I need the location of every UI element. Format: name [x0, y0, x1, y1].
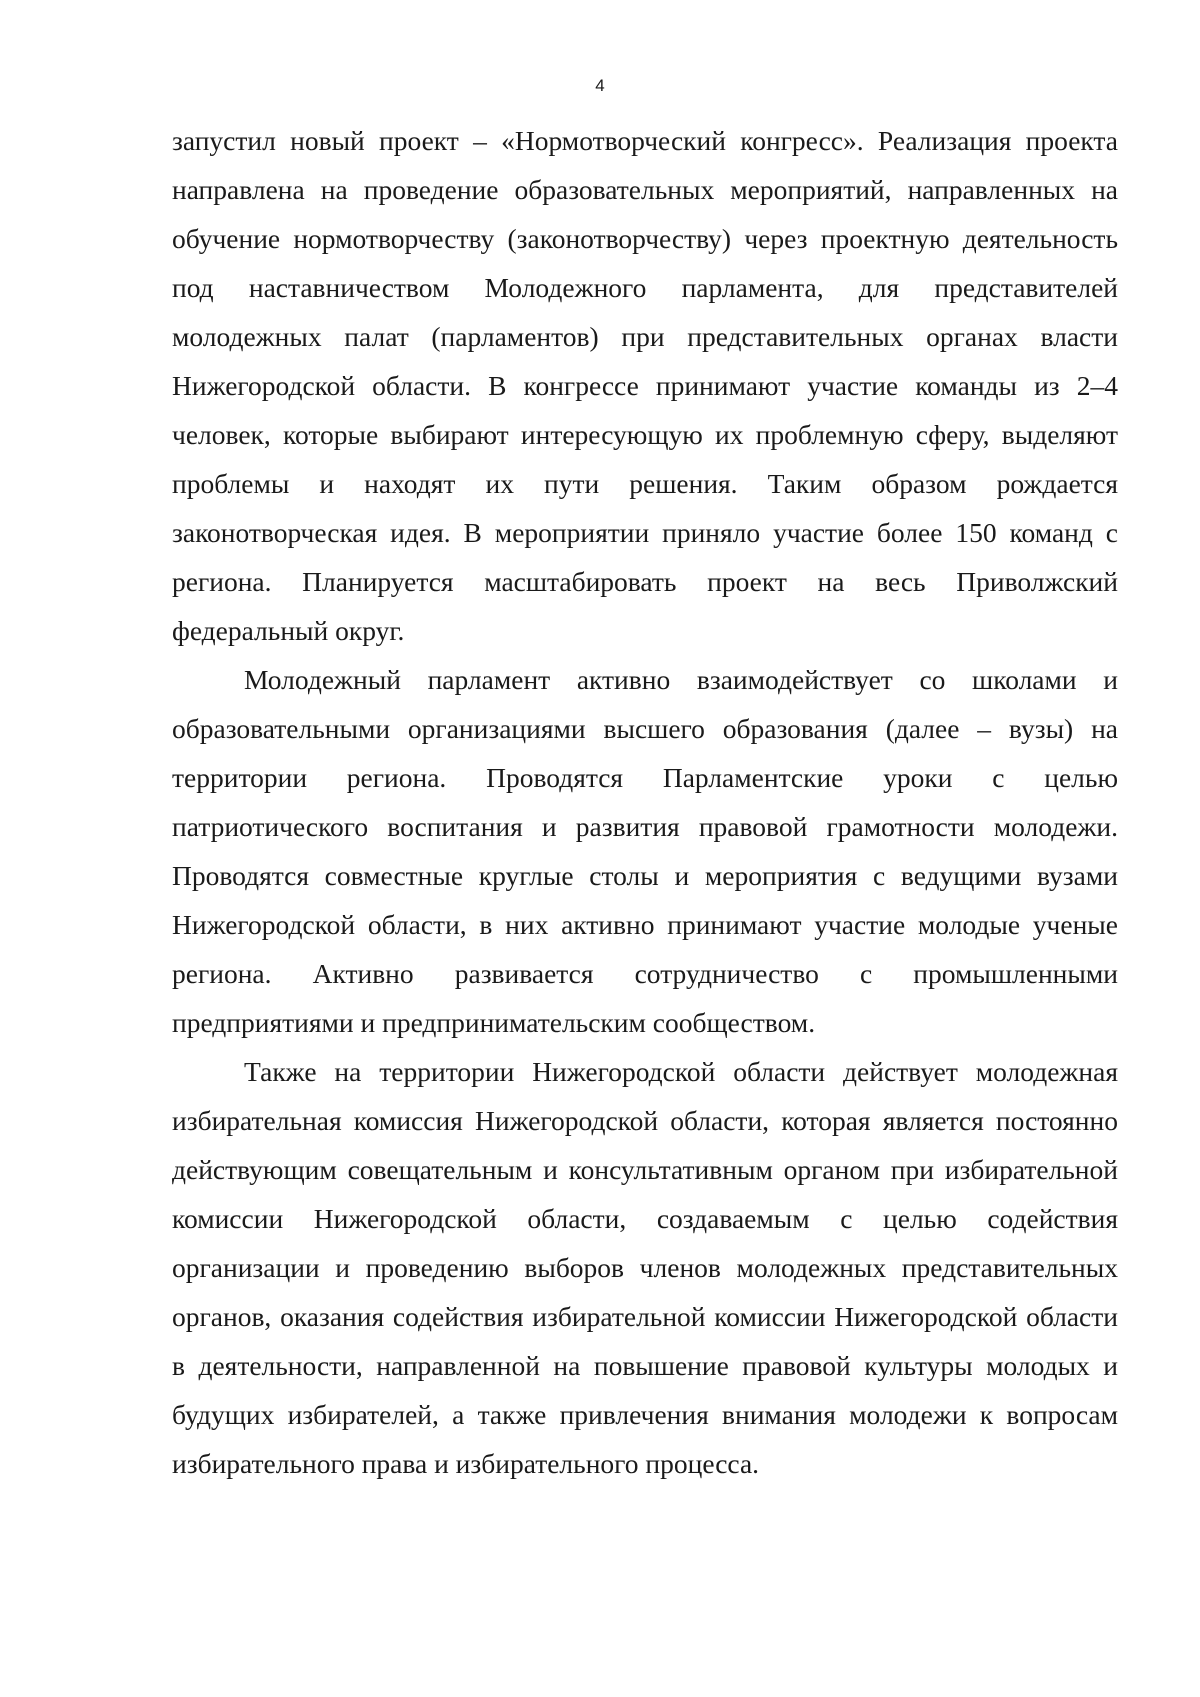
- body-text: [172, 116, 1118, 1488]
- paragraph-3: Также на территории Нижегородской области действует молодежная избирательная комиссия Нижегородской области, которая является постоянно действующим совещательным и консультативным органом при избирательной комиссии Нижегородской области, создаваемым с целью содействия организации и проведению выборов членов молодежных представительных органов, оказания содействия избирательной комиссии Нижегородской области в деятельности, направленной на повышение правовой культуры молодых и будущих избирателей, а также привлечения внимания молодежи к вопросам избирательного права и избирательного процесса.: [172, 1056, 1118, 1479]
- page-number: 4: [595, 76, 605, 95]
- paragraph-1: запустил новый проект – «Нормотворческий конгресс». Реализация проекта направлена на проведение образовательных мероприятий, направленных на обучение нормотворчеству (законотворчеству) через проектную деятельность под наставничеством Молодежного парламента, для представителей молодежных палат (парламентов) при представительных органах власти Нижегородской области. В конгрессе принимают участие команды из 2–4 человек, которые выбирают интересующую их проблемную сферу, выделяют проблемы и находят их пути решения. Таким образом рождается законотворческая идея. В мероприятии приняло участие более 150 команд с региона. Планируется масштабировать проект на весь Приволжский федеральный округ.: [172, 125, 1118, 646]
- paragraph-2: Молодежный парламент активно взаимодействует со школами и образовательными организациями высшего образования (далее – вузы) на территории региона. Проводятся Парламентские уроки с целью патриотического воспитания и развития правовой грамотности молодежи. Проводятся совместные круглые столы и мероприятия с ведущими вузами Нижегородской области, в них активно принимают участие молодые ученые региона. Активно развивается сотрудничество с промышленными предприятиями и предпринимательским сообществом.: [172, 664, 1118, 1038]
